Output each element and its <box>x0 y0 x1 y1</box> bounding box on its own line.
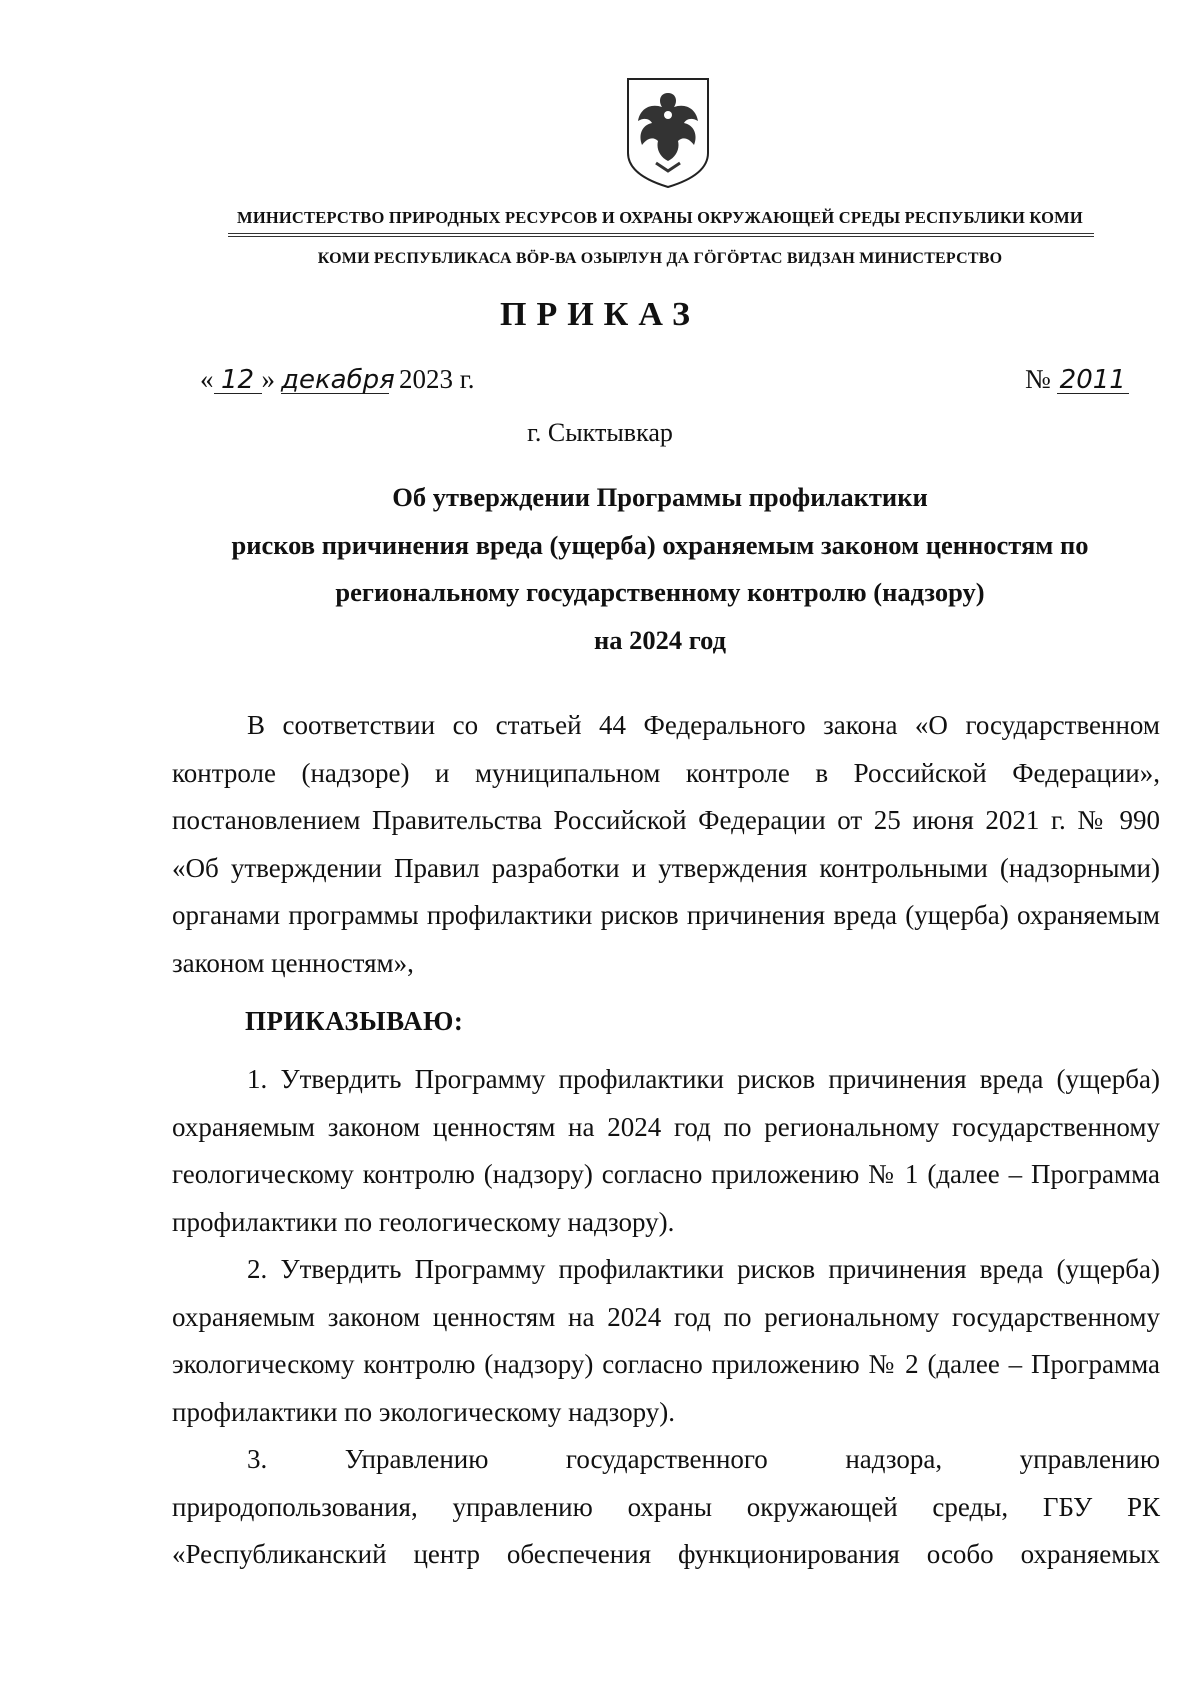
heading-line: на 2024 год <box>593 624 727 655</box>
document-type-title: ПРИКАЗ <box>500 296 700 333</box>
header-divider <box>228 233 1094 234</box>
heading-line: рисков причинения вреда (ущерба) охраняемым законом ценностям по <box>231 529 1089 560</box>
order-item-2: 2. Утвердить Программу профилактики рисков причинения вреда (ущерба) охраняемым законом ценностям на 2024 год по региональному государственному экологическому контролю (надзору) согласно приложению № 2 (далее – Программа профилактики по экологическому надзору). <box>172 1254 1160 1427</box>
preamble-block <box>172 702 1160 987</box>
header-divider-2 <box>228 236 1094 237</box>
date-close-quote: » <box>261 364 275 394</box>
document-heading <box>180 474 1140 664</box>
document-city: г. Сыктывкар <box>527 418 673 447</box>
preamble-paragraph: В соответствии со статьей 44 Федерального закона «О государственном контроле (надзоре) и муниципальном контроле в Российской Федерации», постановлением Правительства Российской Федерации от 25 июня 2021 г. № 990 «Об утверждении Правил разработки и утверждения контрольными (надзорными) органами программы профилактики рисков причинения вреда (ущерба) охраняемым законом ценностям», <box>172 710 1160 978</box>
number-handwritten: 2011 <box>1057 367 1129 394</box>
heading-line: Об утверждении Программы профилактики <box>392 482 928 512</box>
number-label: № <box>1025 364 1051 394</box>
ministry-name-komi: КОМИ РЕСПУБЛИКАСА ВӦР-ВА ОЗЫРЛУН ДА ГӦГӦРТАС ВИДЗАН МИНИСТЕРСТВО <box>317 250 1003 267</box>
order-item-3-first-line: 3. Управлению государственного надзора, управлению <box>247 1444 1160 1474</box>
ministry-name-russian: МИНИСТЕРСТВО ПРИРОДНЫХ РЕСУРСОВ И ОХРАНЫ ОКРУЖАЮЩЕЙ СРЕДЫ РЕСПУБЛИКИ КОМИ <box>237 208 1083 227</box>
order-word: ПРИКАЗЫВАЮ: <box>245 1006 464 1036</box>
coat-of-arms-komi-icon <box>620 75 716 190</box>
document-date <box>200 364 475 395</box>
document-number <box>1025 364 1129 395</box>
date-open-quote: « <box>200 364 214 394</box>
order-item-3-continuation: природопользования, управлению охраны окружающей среды, ГБУ РК «Республиканский центр обеспечения функционирования особо охраняемых <box>172 1491 1160 1569</box>
date-year: 2023 г. <box>399 364 475 394</box>
order-items <box>172 1056 1160 1579</box>
date-day-handwritten: 12 <box>214 367 262 394</box>
order-item-1: 1. Утвердить Программу профилактики рисков причинения вреда (ущерба) охраняемым законом ценностям на 2024 год по региональному государственному геологическому контролю (надзору) согласно приложению № 1 (далее – Программа профилактики по геологическому надзору). <box>172 1064 1160 1237</box>
date-month-handwritten: декабря <box>281 365 395 395</box>
heading-line: региональному государственному контролю (надзору) <box>335 577 985 607</box>
